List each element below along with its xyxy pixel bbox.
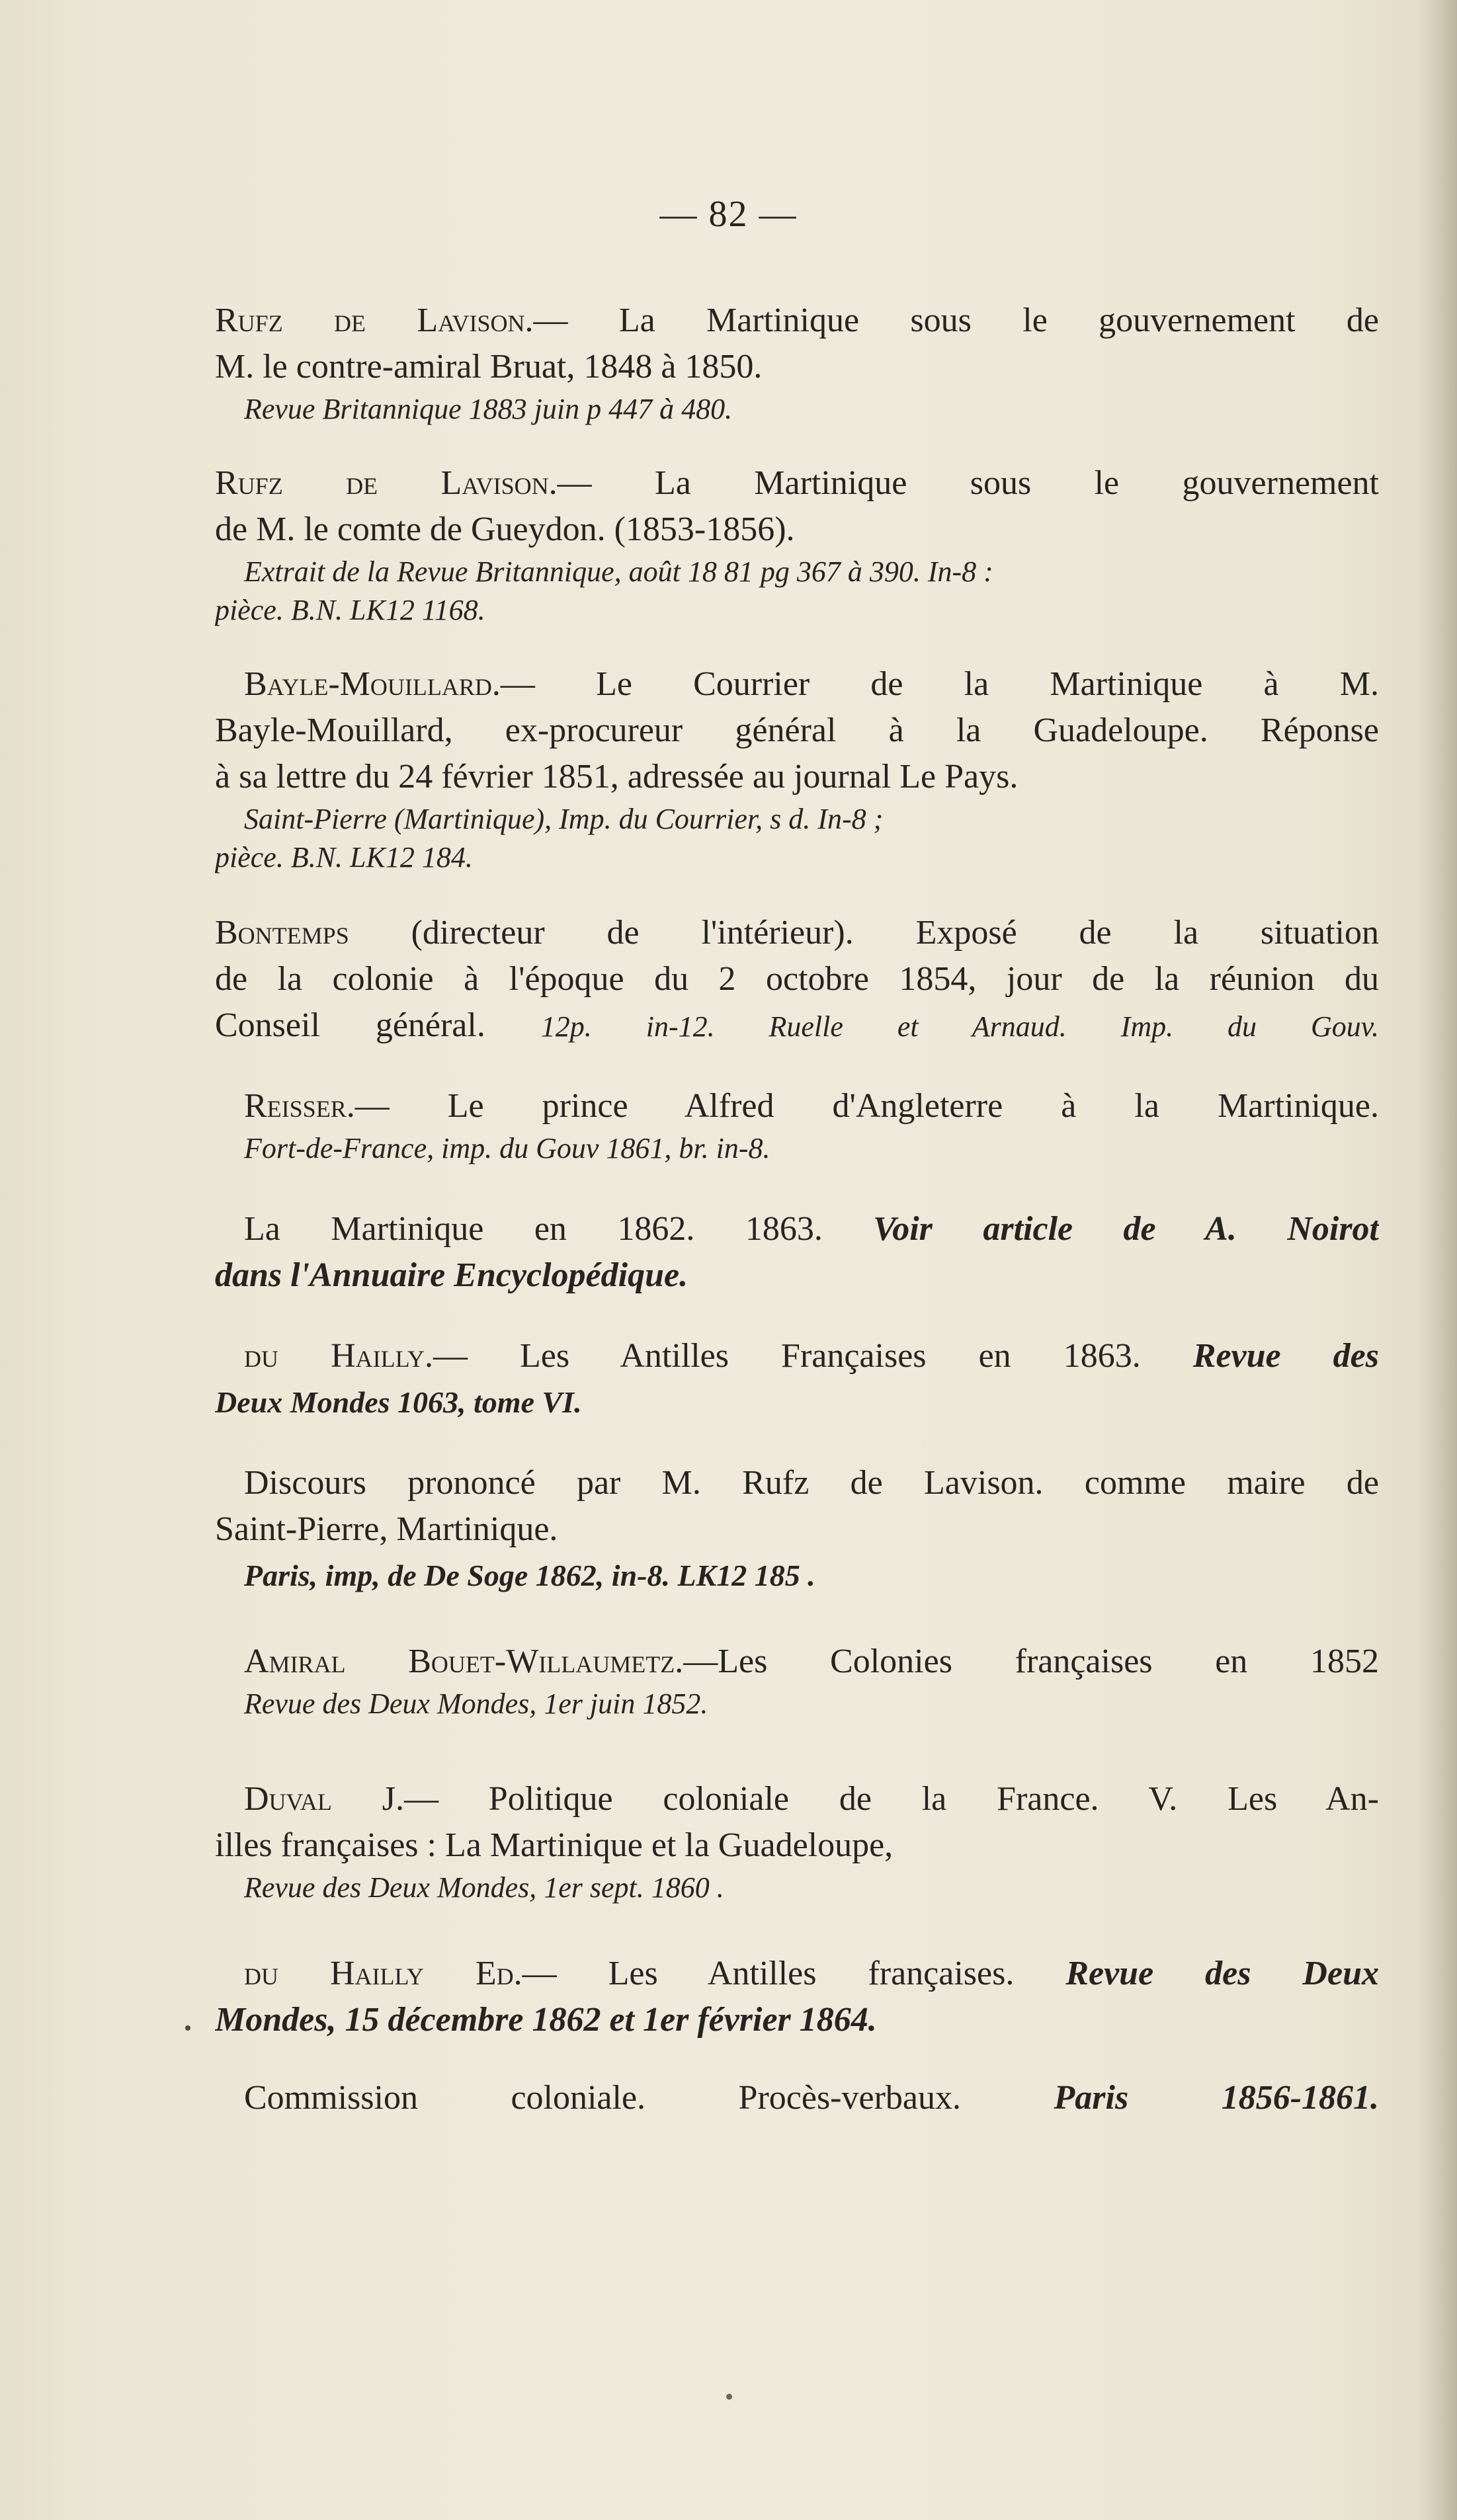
entry-line: du Hailly Ed.— Les Antilles françaises. Revue des Deux	[244, 1955, 1379, 1992]
bibliography-entry	[215, 661, 1379, 877]
entry-reference: Paris, imp, de De Soge 1862, in-8. LK12 185 .	[244, 1559, 815, 1592]
bibliography-entry	[215, 1333, 1379, 1426]
entry-line: Rufz de Lavison.— La Martinique sous le gouvernement de	[215, 302, 1379, 339]
entry-line: du Hailly.— Les Antilles Françaises en 1863. Revue des	[244, 1337, 1379, 1375]
entry-reference: Paris 1856-1861.	[1054, 2079, 1379, 2117]
bibliography-entry	[215, 298, 1379, 428]
entry-reference: pièce. B.N. LK12 184.	[215, 841, 473, 874]
entry-line: de M. le comte de Gueydon. (1853-1856).	[215, 510, 795, 548]
bibliography-entry	[215, 1639, 1379, 1723]
entry-author: Hailly Ed.—	[329, 1955, 557, 1992]
bibliography-entry	[215, 1951, 1379, 2043]
bibliography-entry	[215, 1776, 1379, 1907]
entry-author: Amiral Bouet-Willaumetz.	[244, 1643, 684, 1680]
entry-reference: Extrait de la Revue Britannique, août 18 81 pg 367 à 390. In-8 :	[244, 555, 993, 588]
entry-line: Discours prononcé par M. Rufz de Lavison. comme maire de	[244, 1464, 1379, 1502]
entry-reference: Saint-Pierre (Martinique), Imp. du Courrier, s d. In-8 ;	[244, 803, 884, 835]
bibliography-entry	[215, 1083, 1379, 1168]
entry-reference: Revue des Deux	[1065, 1955, 1379, 1992]
entry-author: Rufz de Lavison.—	[215, 464, 592, 502]
entry-reference: Revue des Deux Mondes, 1er juin 1852.	[244, 1687, 708, 1720]
entry-line: Commission coloniale. Procès-verbaux. Paris 1856-1861.	[244, 2079, 1379, 2117]
entry-line: M. le contre-amiral Bruat, 1848 à 1850.	[215, 348, 763, 386]
entry-line: Bontemps (directeur de l'intérieur). Exposé de la situation	[215, 914, 1379, 952]
bibliography-entry	[215, 1460, 1379, 1599]
entry-line: Conseil général. 12p. in-12. Ruelle et Arnaud. Imp. du Gouv.	[215, 1006, 1379, 1044]
bibliography-entry	[215, 1206, 1379, 1299]
entry-line: Saint-Pierre, Martinique.	[215, 1510, 558, 1548]
entry-line: de la colonie à l'époque du 2 octobre 1854, jour de la réunion du	[215, 960, 1379, 998]
entry-reference: Deux Mondes 1063, tome VI.	[215, 1385, 582, 1419]
entry-reference: dans l'Annuaire Encyclopédique.	[215, 1256, 688, 1294]
entry-line: Duval J.— Politique coloniale de la France. V. Les An-	[244, 1780, 1379, 1818]
entry-author: Bayle-Mouillard.—	[244, 665, 535, 703]
entry-reference: pièce. B.N. LK12 1168.	[215, 594, 485, 626]
bibliography-entry	[215, 460, 1379, 630]
entry-author: Duval J.—	[244, 1780, 438, 1818]
entry-prefix: du	[244, 1337, 278, 1375]
entry-author: Hailly.—	[331, 1337, 468, 1375]
entry-line: Amiral Bouet-Willaumetz.—Les Colonies françaises en 1852	[244, 1643, 1379, 1680]
entry-reference: Revue Britannique 1883 juin p 447 à 480.	[244, 393, 733, 425]
entry-reference: 12p. in-12. Ruelle et Arnaud. Imp. du Gouv.	[540, 1010, 1379, 1043]
entry-prefix: du	[244, 1955, 278, 1992]
entry-line: Bayle-Mouillard.— Le Courrier de la Martinique à M.	[244, 665, 1379, 703]
entry-line: illes françaises : La Martinique et la Guadeloupe,	[215, 1826, 894, 1864]
entry-line: à sa lettre du 24 février 1851, adressée au journal Le Pays.	[215, 758, 1019, 795]
paper-speck	[726, 2394, 732, 2400]
bibliography-entry	[215, 2075, 1379, 2121]
entry-author: Rufz de Lavison.—	[215, 302, 568, 339]
entry-reference: Revue des Deux Mondes, 1er sept. 1860 .	[244, 1871, 724, 1904]
page-number: — 82 —	[659, 194, 798, 235]
entry-line: La Martinique en 1862. 1863. Voir article de A. Noirot	[244, 1210, 1379, 1248]
entry-reference: Mondes, 15 décembre 1862 et 1er février 1864.	[215, 2001, 877, 2039]
page-spine-shadow	[1419, 0, 1457, 2520]
bibliography-entry	[215, 910, 1379, 1049]
entry-author: Bontemps	[215, 914, 349, 952]
entry-line: Reisser.— Le prince Alfred d'Angleterre à la Martinique.	[244, 1087, 1379, 1125]
entry-reference: Voir article de A. Noirot	[873, 1210, 1379, 1248]
entry-author: Reisser.—	[244, 1087, 390, 1125]
entry-line: Rufz de Lavison.— La Martinique sous le gouvernement	[215, 464, 1379, 502]
entry-reference: Fort-de-France, imp. du Gouv 1861, br. in-8.	[244, 1132, 770, 1164]
margin-mark	[185, 2025, 190, 2031]
entry-reference: Revue des	[1192, 1337, 1379, 1375]
entry-line: Bayle-Mouillard, ex-procureur général à la Guadeloupe. Réponse	[215, 711, 1379, 749]
